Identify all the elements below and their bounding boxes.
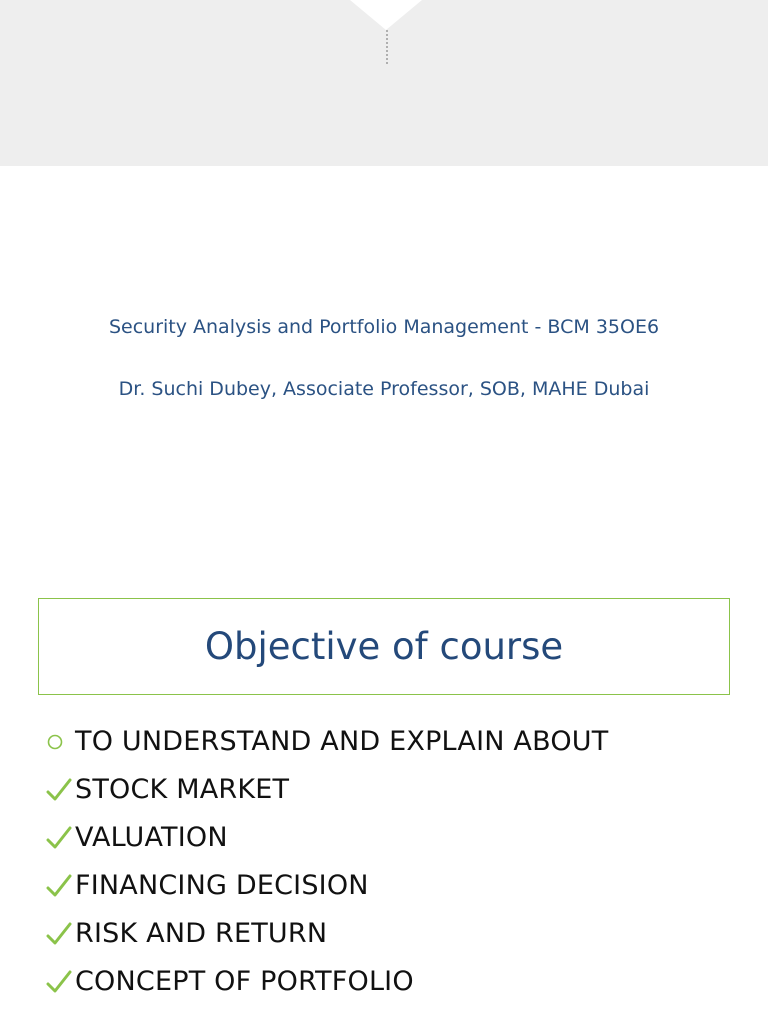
bullet-list xyxy=(46,718,746,1006)
checkmark-icon xyxy=(46,919,75,949)
checkmark-icon xyxy=(46,871,75,901)
bullet-text: FINANCING DECISION xyxy=(75,870,369,901)
objective-slide xyxy=(0,580,768,1024)
checkmark-icon xyxy=(46,823,75,853)
checkmark-icon xyxy=(46,775,75,805)
list-item xyxy=(46,766,746,814)
course-title: Security Analysis and Portfolio Management - BCM 35OE6 xyxy=(108,316,660,338)
list-item xyxy=(46,910,746,958)
bullet-text: VALUATION xyxy=(75,822,228,853)
checkmark-icon xyxy=(46,967,75,997)
slide-title-box xyxy=(38,598,730,695)
presenter-info: Dr. Suchi Dubey, Associate Professor, SOB, MAHE Dubai xyxy=(118,378,650,400)
slide-title: Objective of course xyxy=(204,624,564,668)
notch-decoration xyxy=(350,0,422,30)
list-item xyxy=(46,958,746,1006)
list-item xyxy=(46,814,746,862)
bullet-text: STOCK MARKET xyxy=(75,774,290,805)
bullet-text: TO UNDERSTAND AND EXPLAIN ABOUT xyxy=(75,726,609,757)
bullet-text: CONCEPT OF PORTFOLIO xyxy=(75,966,414,997)
circle-icon xyxy=(46,727,75,757)
bullet-text: RISK AND RETURN xyxy=(75,918,328,949)
list-item xyxy=(46,862,746,910)
list-item xyxy=(46,718,746,766)
